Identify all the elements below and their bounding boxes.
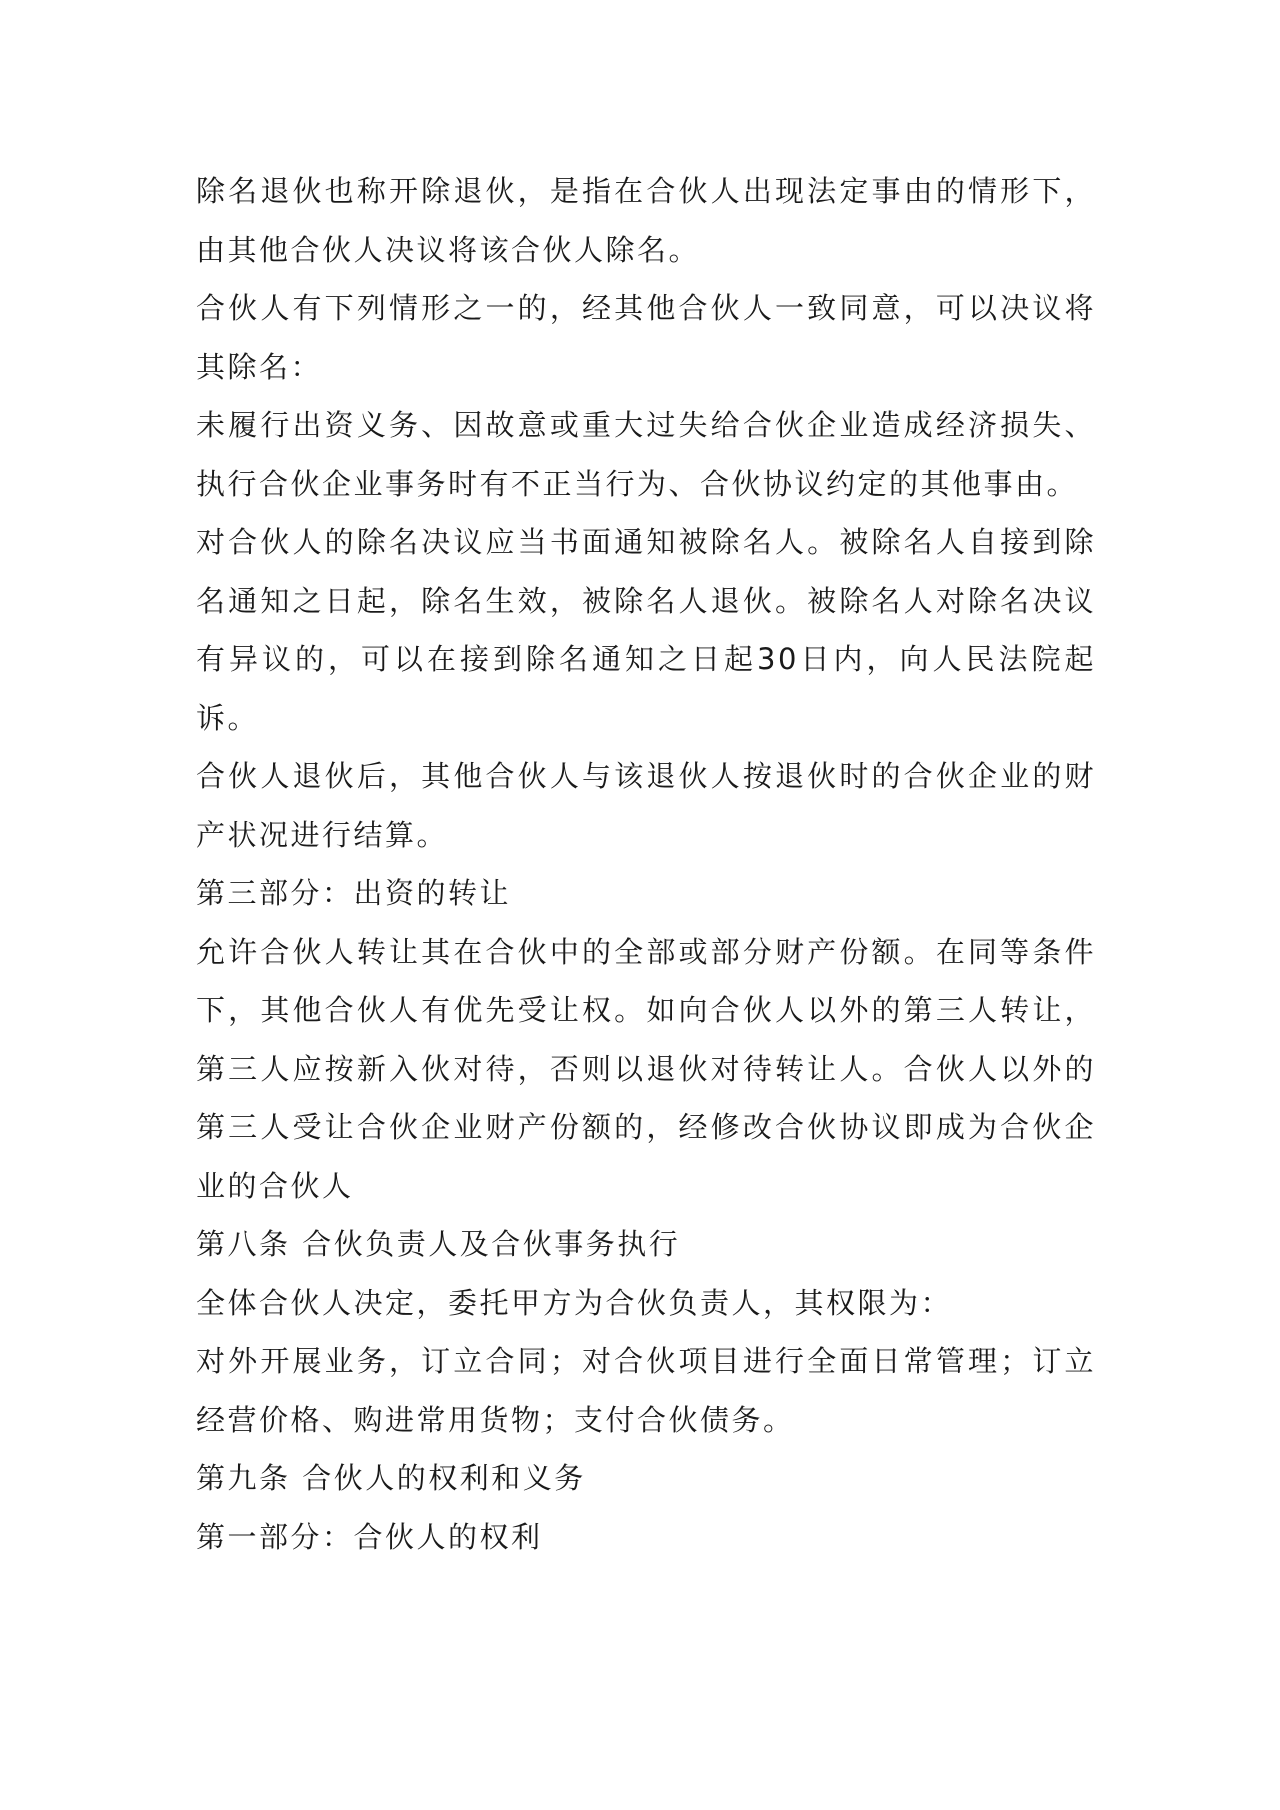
- paragraph-expulsion-reasons: 未履行出资义务、因故意或重大过失给合伙企业造成经济损失、执行合伙企业事务时有不正当行为、合伙协议约定的其他事由。: [196, 408, 1096, 501]
- paragraph-expulsion-definition: 除名退伙也称开除退伙，是指在合伙人出现法定事由的情形下，由其他合伙人决议将该合伙人除名。: [196, 174, 1096, 267]
- article-heading-8: 第八条 合伙负责人及合伙事务执行: [196, 1227, 681, 1261]
- paragraph-authority: 对外开展业务，订立合同；对合伙项目进行全面日常管理；订立经营价格、购进常用货物；支付合伙债务。: [196, 1344, 1096, 1437]
- document-body: [196, 162, 1096, 1566]
- article-heading-9: 第九条 合伙人的权利和义务: [196, 1461, 586, 1495]
- paragraph-settlement: 合伙人退伙后，其他合伙人与该退伙人按退伙时的合伙企业的财产状况进行结算。: [196, 759, 1096, 852]
- section-heading-rights: 第一部分：合伙人的权利: [196, 1519, 543, 1554]
- section-heading-transfer: 第三部分：出资的转让: [196, 876, 512, 910]
- paragraph-transfer-rules: 允许合伙人转让其在合伙中的全部或部分财产份额。在同等条件下，其他合伙人有优先受让权。如向合伙人以外的第三人转让，第三人应按新入伙对待，否则以退伙对待转让人。合伙人以外的第三人受让合伙企业财产份额的，经修改合伙协议即成为合伙企业的合伙人: [196, 934, 1096, 1203]
- paragraph-expulsion-conditions: 合伙人有下列情形之一的，经其他合伙人一致同意，可以决议将其除名：: [196, 291, 1096, 384]
- paragraph-expulsion-notice: 对合伙人的除名决议应当书面通知被除名人。被除名人自接到除名通知之日起，除名生效，被除名人退伙。被除名人对除名决议有异议的，可以在接到除名通知之日起30日内，向人民法院起诉。: [196, 525, 1096, 735]
- paragraph-appointment: 全体合伙人决定，委托甲方为合伙负责人，其权限为：: [196, 1285, 953, 1320]
